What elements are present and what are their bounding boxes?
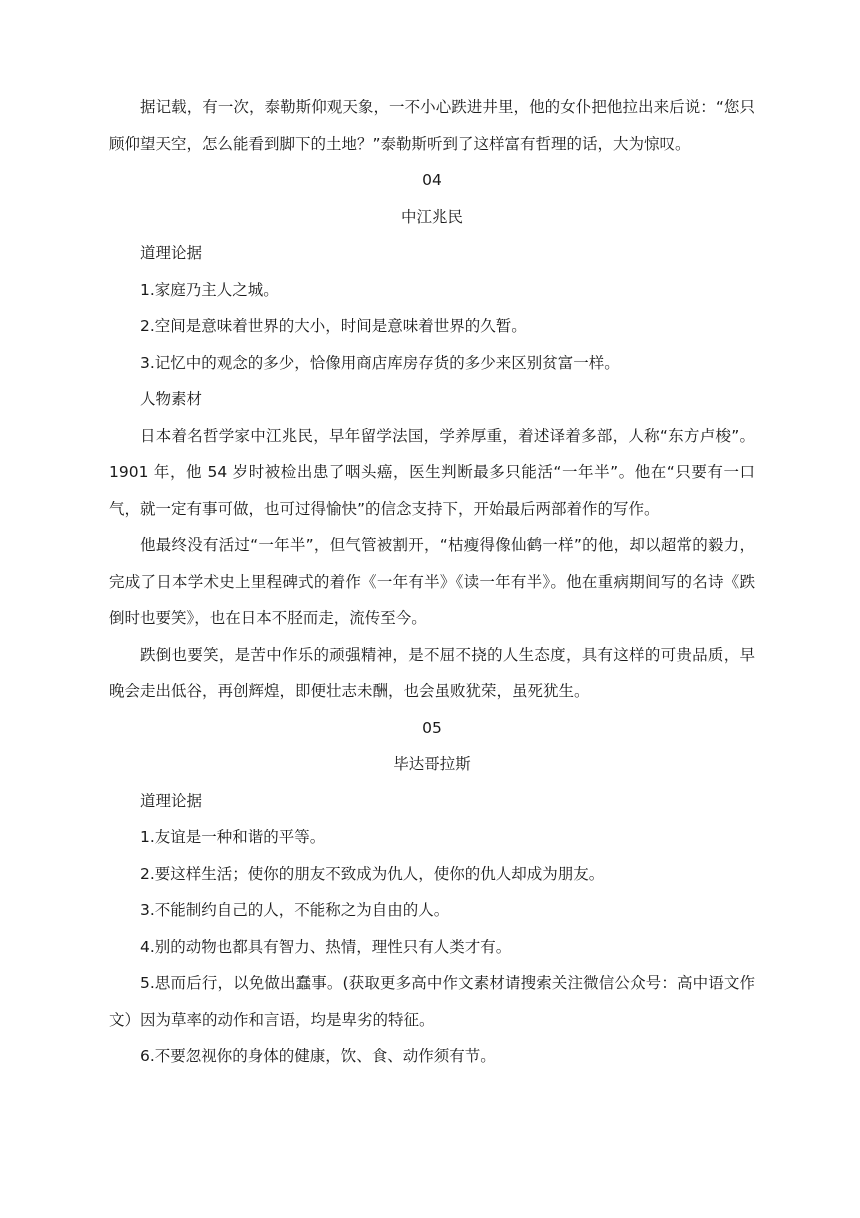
principle-item: 5.思而后行，以免做出蠢事。(获取更多高中作文素材请搜索关注微信公众号：高中语文作文）因为草率的动作和言语，均是卑劣的特征。: [109, 974, 755, 1029]
principle-item: 4.别的动物也都具有智力、热情，理性只有人类才有。: [140, 937, 512, 956]
section-title-pythagoras: 毕达哥拉斯: [393, 755, 471, 773]
material-heading: 人物素材: [140, 390, 203, 408]
material-paragraph: 日本着名哲学家中江兆民，早年留学法国，学养厚重，着述译着多部，人称“东方卢梭”。1901 年，他 54 岁时被检出患了咽头癌，医生判断最多只能活“一年半”。他在“只要有一口气，就一定有事可做，也可过得愉快”的信念支持下，开始最后两部着作的写作。: [109, 426, 755, 518]
principle-heading: 道理论据: [140, 791, 203, 810]
principle-item: 3.不能制约自己的人，不能称之为自由的人。: [140, 901, 450, 919]
principle-item: 2.要这样生活；使你的朋友不致成为仇人，使你的仇人却成为朋友。: [140, 864, 605, 883]
material-paragraph: 他最终没有活过“一年半”，但气管被割开，“枯瘦得像仙鹤一样”的他，却以超常的毅力，完成了日本学术史上里程碑式的着作《一年有半》《读一年有半》。他在重病期间写的名诗《跌倒时也要笑》，也在日本不胫而走，流传至今。: [109, 536, 755, 627]
thales-anecdote-paragraph: 据记载，有一次，泰勒斯仰观天象，一不小心跌进井里，他的女仆把他拉出来后说：“您只顾仰望天空，怎么能看到脚下的土地？”泰勒斯听到了这样富有哲理的话，大为惊叹。: [109, 98, 755, 153]
principle-item: 1.友谊是一种和谐的平等。: [140, 828, 326, 846]
section-title-zhongjiang: 中江兆民: [400, 207, 463, 226]
principle-item: 6.不要忽视你的身体的健康，饮、食、动作须有节。: [140, 1047, 496, 1065]
section-number-05: 05: [422, 718, 442, 737]
principle-heading: 道理论据: [140, 244, 203, 262]
section-number-04: 04: [422, 171, 442, 189]
principle-item: 3.记忆中的观念的多少，恰像用商店库房存货的多少来区别贫富一样。: [140, 353, 620, 372]
principle-item: 1.家庭乃主人之城。: [140, 280, 279, 299]
material-paragraph: 跌倒也要笑，是苦中作乐的顽强精神，是不屈不挠的人生态度，具有这样的可贵品质，早晚会走出低谷，再创辉煌，即便壮志未酬，也会虽败犹荣，虽死犹生。: [109, 645, 755, 700]
principle-item: 2.空间是意味着世界的大小，时间是意味着世界的久暂。: [140, 317, 527, 335]
document-body: [109, 89, 755, 1075]
